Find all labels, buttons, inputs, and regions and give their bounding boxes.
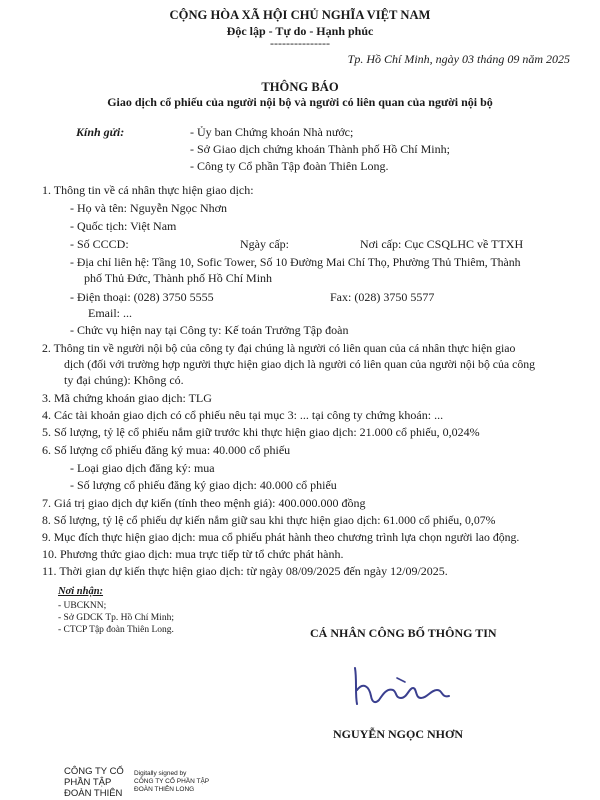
stamp-company-line: ĐOÀN THIÊN: [64, 788, 123, 799]
section-2: 2. Thông tin về người nội bộ của công ty đại chúng là người có liên quan của cá nhân thực hiện giao: [42, 341, 516, 355]
section-2-cont: dịch (đối với trường hợp người thực hiện giao dịch là người có liên quan của người nội bộ của công: [64, 357, 536, 371]
field-fax: Fax: (028) 3750 5577: [330, 290, 435, 304]
distribution-item: - UBCKNN;: [58, 601, 107, 611]
field-id-place: Nơi cấp: Cục CSQLHC về TTXH: [360, 237, 524, 251]
recipient-item: - Công ty Cổ phần Tập đoàn Thiên Long.: [190, 159, 389, 173]
distribution-item: - Sở GDCK Tp. Hồ Chí Minh;: [58, 613, 174, 623]
stamp-signed-by: [134, 770, 209, 794]
recipient-item: - Ủy ban Chứng khoán Nhà nước;: [190, 125, 354, 139]
field-position: - Chức vụ hiện nay tại Công ty: Kế toán Trưởng Tập đoàn: [70, 323, 349, 337]
field-name: - Họ và tên: Nguyễn Ngọc Nhơn: [70, 201, 227, 215]
field-phone: - Điện thoại: (028) 3750 5555: [70, 290, 214, 304]
section-6-quantity: - Số lượng cổ phiếu đăng ký giao dịch: 40.000 cổ phiếu: [70, 478, 337, 492]
section-3: 3. Mã chứng khoán giao dịch: TLG: [42, 391, 212, 405]
stamp-company: [64, 766, 124, 799]
section-2-cont: ty đại chúng): Không có.: [64, 373, 184, 387]
recipient-item: - Sở Giao dịch chứng khoán Thành phố Hồ Chí Minh;: [190, 142, 450, 156]
field-id-number: - Số CCCD:: [70, 237, 129, 251]
stamp-signed-line: Digitally signed by: [134, 770, 187, 777]
page-title: THÔNG BÁO: [261, 80, 339, 94]
header-divider: ---------------: [270, 36, 330, 50]
section-11: 11. Thời gian dự kiến thực hiện giao dịch: từ ngày 08/09/2025 đến ngày 12/09/2025.: [42, 564, 448, 578]
field-email: Email: ...: [88, 306, 132, 320]
distribution-label: Nơi nhận:: [58, 586, 104, 597]
stamp-company-line: PHẦN TẬP: [64, 777, 112, 788]
section-6-type: - Loại giao dịch đăng ký: mua: [70, 461, 215, 475]
stamp-signed-line: ĐOÀN THIÊN LONG: [134, 786, 195, 793]
section-8: 8. Số lượng, tỷ lệ cổ phiếu dự kiến nắm giữ sau khi thực hiện giao dịch: 61.000 cổ phiếu, 0,07%: [42, 513, 496, 527]
stamp-company-line: CÔNG TY CỔ: [64, 766, 124, 777]
section-1: 1. Thông tin về cá nhân thực hiện giao dịch:: [42, 183, 254, 197]
section-7: 7. Giá trị giao dịch dự kiến (tính theo mệnh giá): 400.000.000 đồng: [42, 496, 366, 510]
section-6: 6. Số lượng cổ phiếu đăng ký mua: 40.000 cổ phiếu: [42, 443, 291, 457]
national-title: CỘNG HÒA XÃ HỘI CHỦ NGHĨA VIỆT NAM: [169, 8, 431, 22]
signer-name: NGUYỄN NGỌC NHƠN: [333, 727, 464, 741]
page-subtitle: Giao dịch cổ phiếu của người nội bộ và người có liên quan của người nội bộ: [107, 95, 493, 109]
section-10: 10. Phương thức giao dịch: mua trực tiếp từ tổ chức phát hành.: [42, 547, 344, 561]
distribution-item: - CTCP Tập đoàn Thiên Long.: [58, 625, 174, 635]
field-address-cont: phố Thủ Đức, Thành phố Hồ Chí Minh: [84, 271, 273, 285]
signature-caption: CÁ NHÂN CÔNG BỐ THÔNG TIN: [310, 626, 497, 640]
section-5: 5. Số lượng, tỷ lệ cổ phiếu nắm giữ trước khi thực hiện giao dịch: 21.000 cổ phiếu, 0,024%: [42, 425, 480, 439]
field-id-date: Ngày cấp:: [240, 237, 289, 251]
place-date: Tp. Hồ Chí Minh, ngày 03 tháng 09 năm 2025: [347, 52, 570, 66]
motto: Độc lập - Tự do - Hạnh phúc: [226, 24, 374, 38]
section-9: 9. Mục đích thực hiện giao dịch: mua cổ phiếu phát hành theo chương trình lựa chọn người lao động.: [42, 530, 520, 544]
stamp-signed-line: CÔNG TY CỔ PHẦN TẬP: [134, 778, 210, 785]
handwritten-signature: [345, 660, 465, 710]
field-address: - Địa chỉ liên hệ: Tầng 10, Sofic Tower, Số 10 Đường Mai Chí Thọ, Phường Thủ Thiêm, Thành: [70, 255, 521, 269]
field-nationality: - Quốc tịch: Việt Nam: [70, 219, 177, 233]
recipients-label: Kính gửi:: [76, 125, 125, 139]
section-4: 4. Các tài khoản giao dịch có cổ phiếu nêu tại mục 3: ... tại công ty chứng khoán: ...: [42, 408, 444, 422]
